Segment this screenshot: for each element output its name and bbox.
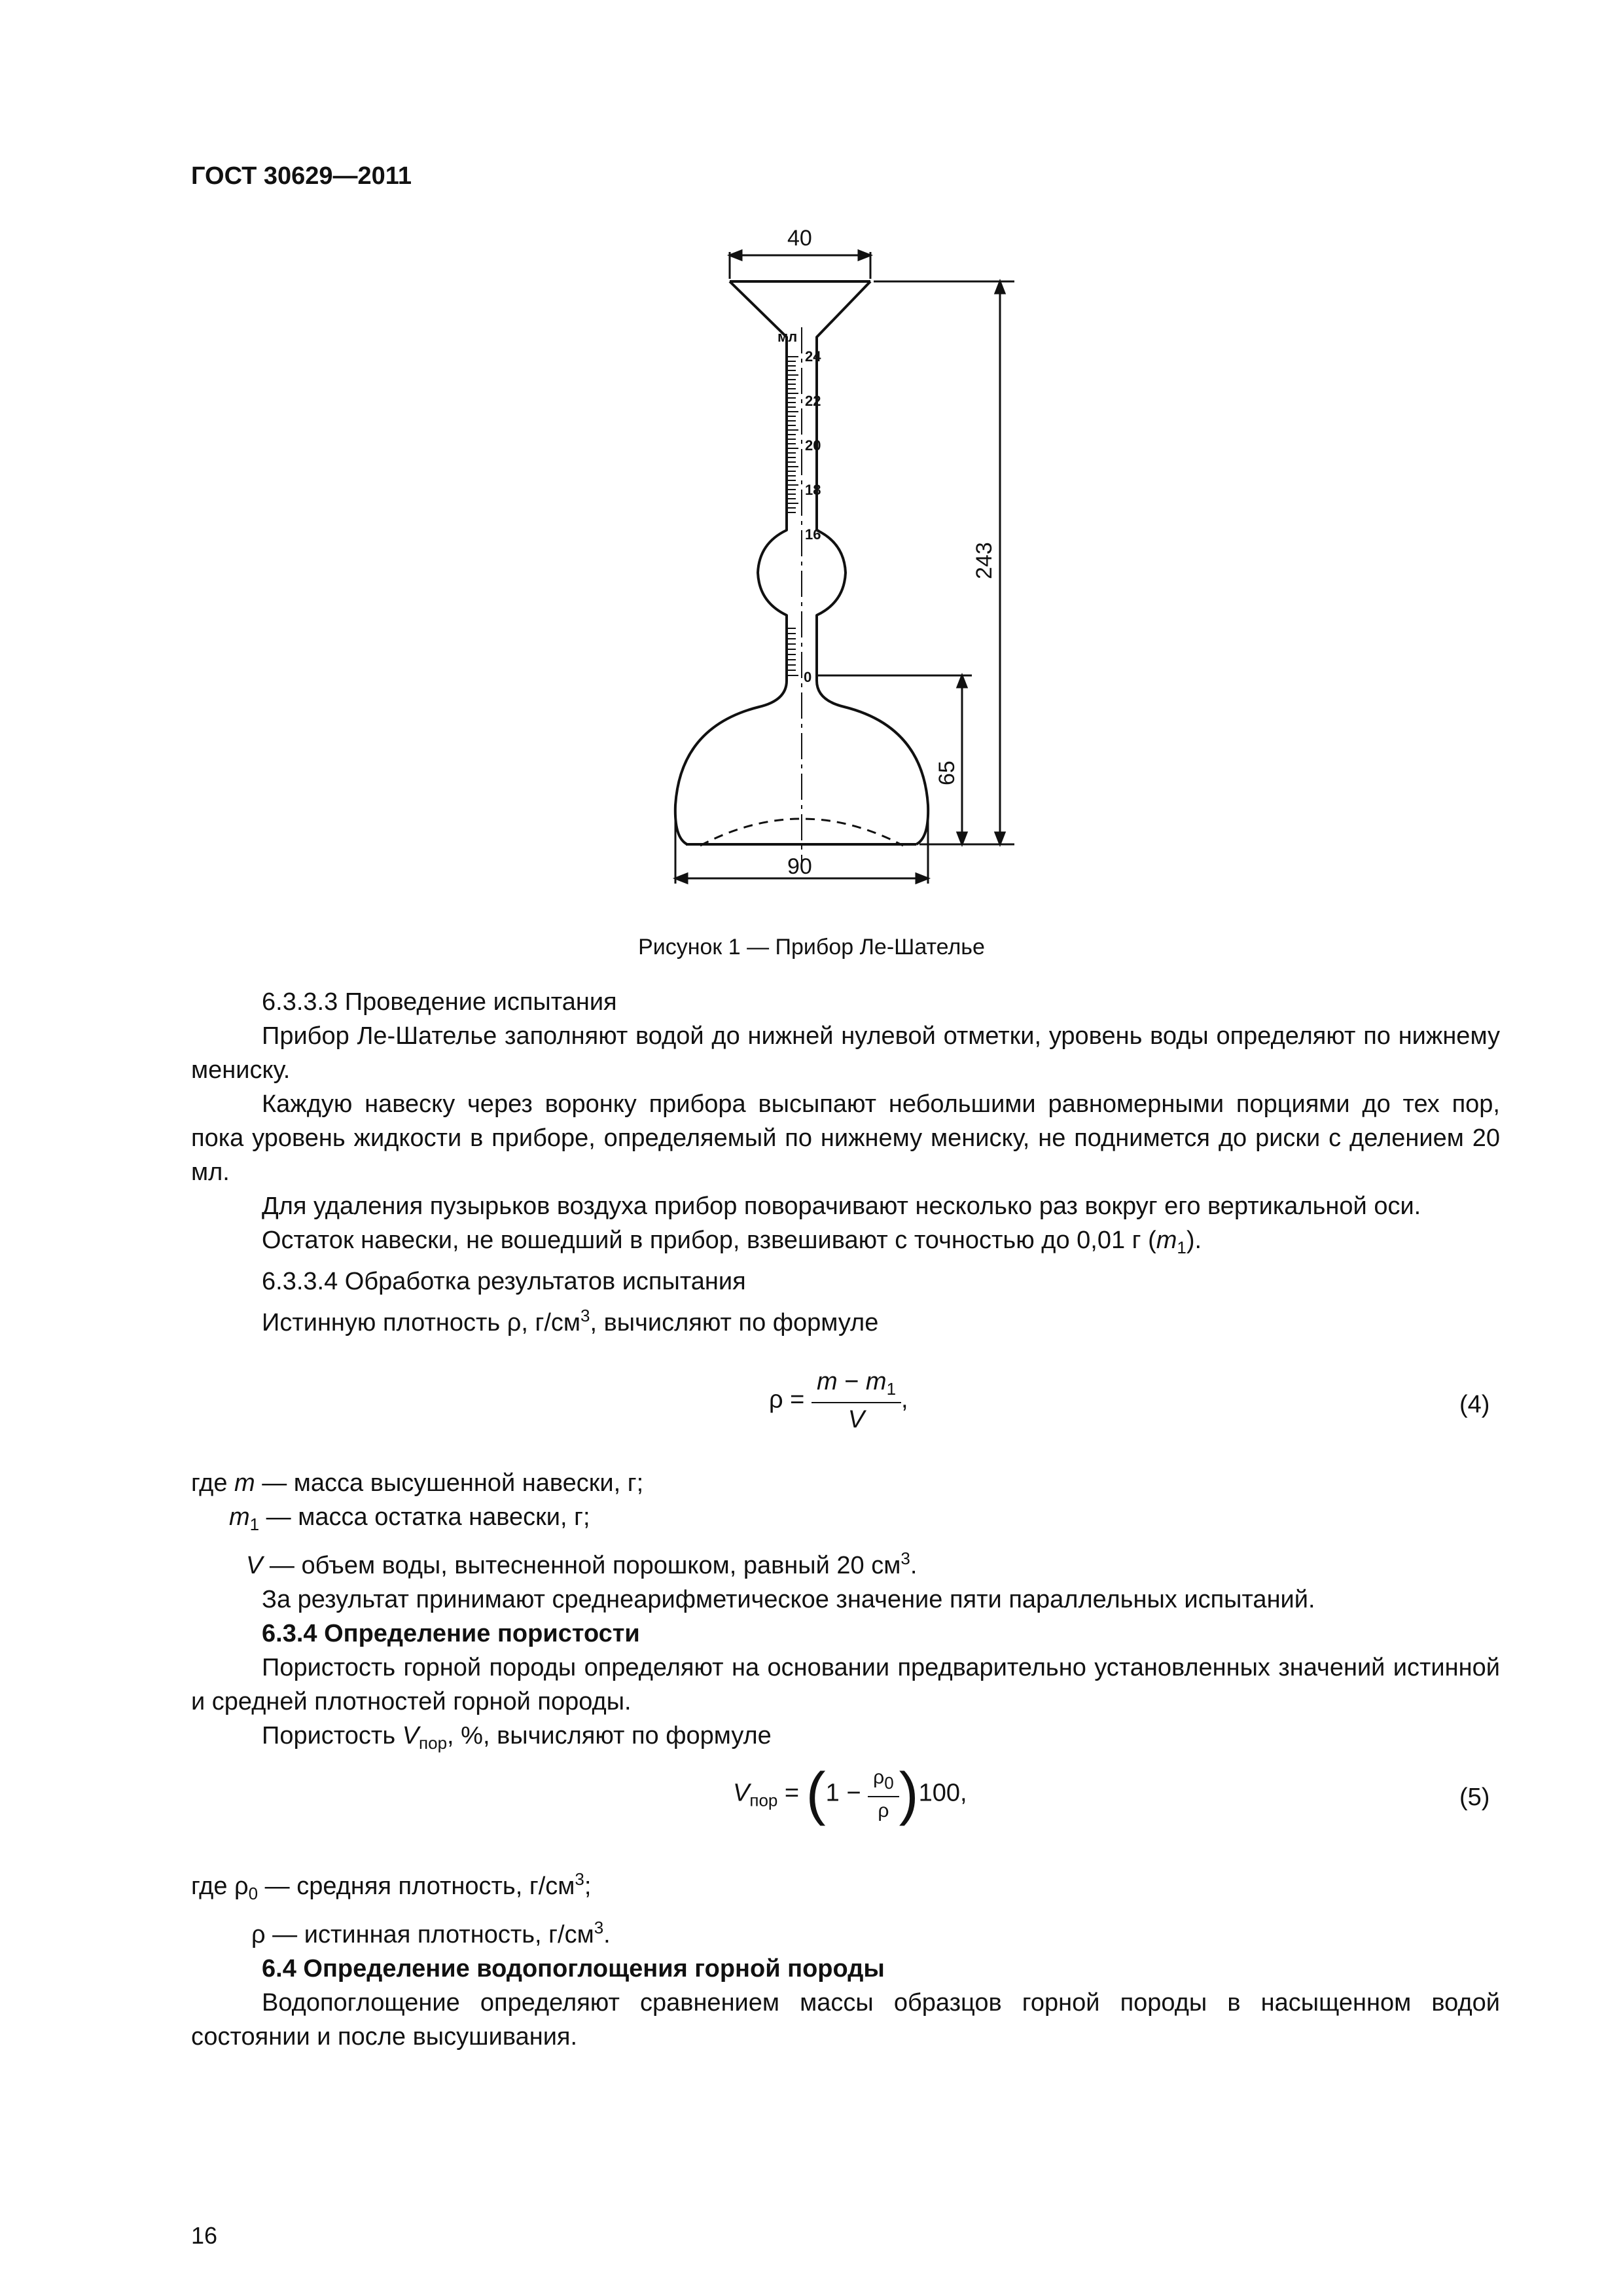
section-6-3-4-title: 6.3.4 Определение пористости <box>262 1620 640 1647</box>
paragraph-2: Каждую навеску через воронку прибора высыпают небольшими равномерными порциями до тех пор, пока уровень жидкости в приборе, определяемый по нижнему мениску, не поднимется до риски с делением 20 мл. <box>191 1090 1500 1186</box>
document-header: ГОСТ 30629—2011 <box>191 162 412 190</box>
where-m1: $m_1$ — масса остатка навески, г; <box>229 1503 590 1534</box>
dim-mid-label: 65 <box>935 761 959 785</box>
where-v: V — объем воды, вытесненной порошком, равный 20 $см^3$. <box>246 1549 918 1579</box>
paragraph-4: Остаток навески, не вошедший в прибор, взвешивают с точностью до 0,01 г $(m_1)$. <box>262 1227 1202 1257</box>
scale-unit-label: мл <box>777 329 798 345</box>
scale-label-20: 20 <box>805 437 821 454</box>
scale-label-0: 0 <box>804 669 812 685</box>
paragraph-7: Пористость горной породы определяют на основании предварительно установленных значений истинной и средней плотностей горной породы. <box>191 1654 1500 1715</box>
where-m: где m — масса высушенной навески, г; <box>191 1469 644 1497</box>
scale-label-22: 22 <box>805 393 821 409</box>
scale-label-16: 16 <box>805 526 821 543</box>
paragraph-3: Для удаления пузырьков воздуха прибор поворачивают несколько раз вокруг его вертикальной оси. <box>262 1193 1421 1220</box>
formula-4: ρ = $\frac{m - m_1}{V}$ , <box>769 1368 908 1433</box>
where-rho0: где $\rho_0$ — средняя плотность, $г/см^3$; <box>191 1869 592 1903</box>
paragraph-6: За результат принимают среднеарифметическое значение пяти параллельных испытаний. <box>262 1586 1315 1613</box>
dim-bottom-label: 90 <box>787 854 812 879</box>
le-chatelier-flask-figure <box>641 216 1099 916</box>
section-6-3-3-3-title: 6.3.3.3 Проведение испытания <box>262 988 617 1016</box>
body-text-block-1 <box>191 985 1500 1340</box>
where-rho: ρ — истинная плотность, $г/см^3$. <box>251 1918 611 1948</box>
dim-right-label: 243 <box>972 542 997 579</box>
paragraph-1: Прибор Ле-Шателье заполняют водой до нижней нулевой отметки, уровень воды определяют по нижнему мениску. <box>191 1022 1500 1084</box>
figure-caption: Рисунок 1 — Прибор Ле-Шателье <box>638 935 985 960</box>
paragraph-5: Истинную плотность ρ, $г/см^3$, вычисляют по формуле <box>262 1306 879 1336</box>
formula-5-number: (5) <box>1459 1784 1490 1811</box>
formula-5: $V_{пор} = (1$ − $\frac{\rho_0}{\rho}$ )100, <box>733 1761 967 1827</box>
section-6-4-title: 6.4 Определение водопоглощения горной породы <box>262 1955 885 1982</box>
body-text-block-2 <box>191 1466 1500 1760</box>
scale-label-24: 24 <box>805 348 821 365</box>
paragraph-9: Водопоглощение определяют сравнением массы образцов горной породы в насыщенном водой состоянии и после высушивания. <box>191 1989 1500 2051</box>
page-number: 16 <box>191 2222 218 2249</box>
scale-label-18: 18 <box>805 482 821 498</box>
section-6-3-3-4-title: 6.3.3.4 Обработка результатов испытания <box>262 1268 746 1295</box>
formula-4-number: (4) <box>1459 1391 1490 1418</box>
dim-top-label: 40 <box>787 226 812 251</box>
paragraph-8: Пористость $V_{пор}$, %, вычисляют по формуле <box>262 1722 772 1753</box>
body-text-block-3 <box>191 1862 1500 2054</box>
